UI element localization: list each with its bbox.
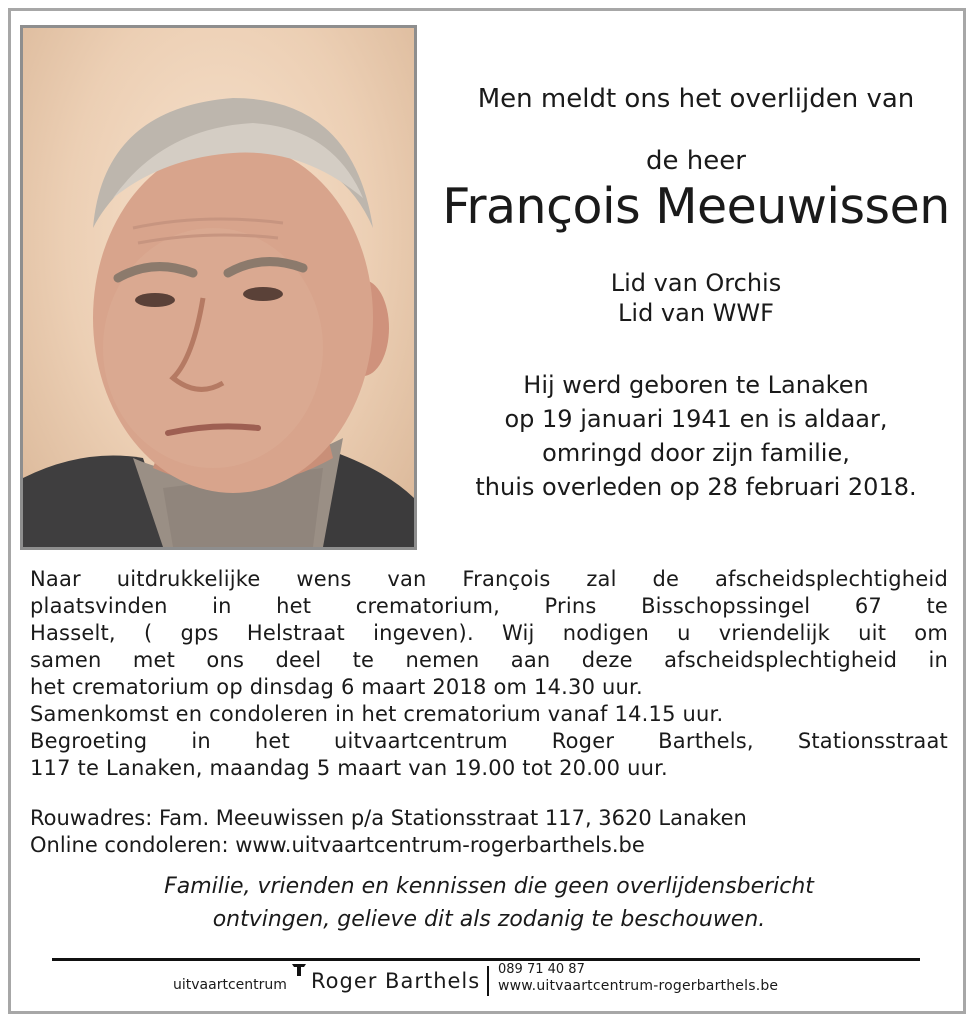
birth-death-details	[430, 368, 962, 504]
deceased-name: François Meeuwissen	[442, 178, 950, 235]
membership-line: Lid van Orchis	[610, 269, 782, 297]
online-condolence: Online condoleren: www.uitvaartcentrum-rogerbarthels.be	[30, 833, 645, 857]
mourning-address: Rouwadres: Fam. Meeuwissen p/a Stationsstraat 117, 3620 Lanaken	[30, 806, 747, 830]
notice-line: ontvingen, gelieve dit als zodanig te beschouwen.	[212, 907, 766, 932]
contact-info	[30, 805, 948, 859]
body-line: Samenkomst en condoleren in het crematorium vanaf 14.15 uur.	[30, 702, 724, 726]
birth-line: Hij werd geboren te Lanaken	[523, 371, 869, 399]
funeral-home-footer	[0, 962, 980, 1002]
body-line: plaatsvinden in het crematorium, Prins Bisschopssingel 67 te	[30, 594, 948, 618]
body-line: Naar uitdrukkelijke wens van François zal de afscheidsplechtigheid	[30, 567, 948, 591]
notice-line: Familie, vrienden en kennissen die geen overlijdensbericht	[164, 874, 814, 899]
body-line: het crematorium op dinsdag 6 maart 2018 om 14.30 uur.	[30, 675, 643, 699]
ceremony-details	[30, 566, 948, 782]
family-notice	[30, 870, 948, 936]
footer-phone: 089 71 40 87	[498, 962, 585, 977]
deceased-title: de heer	[646, 146, 746, 176]
body-line: Hasselt, ( gps Helstraat ingeven). Wij nodigen u vriendelijk uit om	[30, 621, 948, 645]
body-line: Begroeting in het uitvaartcentrum Roger Barthels, Stationsstraat	[30, 729, 948, 753]
footer-separator	[487, 966, 489, 996]
memberships	[440, 268, 952, 328]
footer-prefix: uitvaartcentrum	[173, 977, 287, 993]
portrait-illustration	[23, 28, 414, 547]
birth-line: thuis overleden op 28 februari 2018.	[475, 473, 917, 501]
footer-divider	[52, 958, 920, 961]
body-line: samen met ons deel te nemen aan deze afscheidsplechtigheid in	[30, 648, 948, 672]
body-line: 117 te Lanaken, maandag 5 maart van 19.00 tot 20.00 uur.	[30, 756, 668, 780]
membership-line: Lid van WWF	[618, 299, 774, 327]
intro-text: Men meldt ons het overlijden van	[477, 84, 915, 114]
footer-website[interactable]: www.uitvaartcentrum-rogerbarthels.be	[498, 978, 779, 994]
logo-mark-icon	[292, 964, 306, 976]
birth-line: op 19 januari 1941 en is aldaar,	[504, 405, 888, 433]
portrait-photo	[20, 25, 417, 550]
footer-brand: Roger Barthels	[311, 969, 481, 993]
birth-line: omringd door zijn familie,	[542, 439, 850, 467]
